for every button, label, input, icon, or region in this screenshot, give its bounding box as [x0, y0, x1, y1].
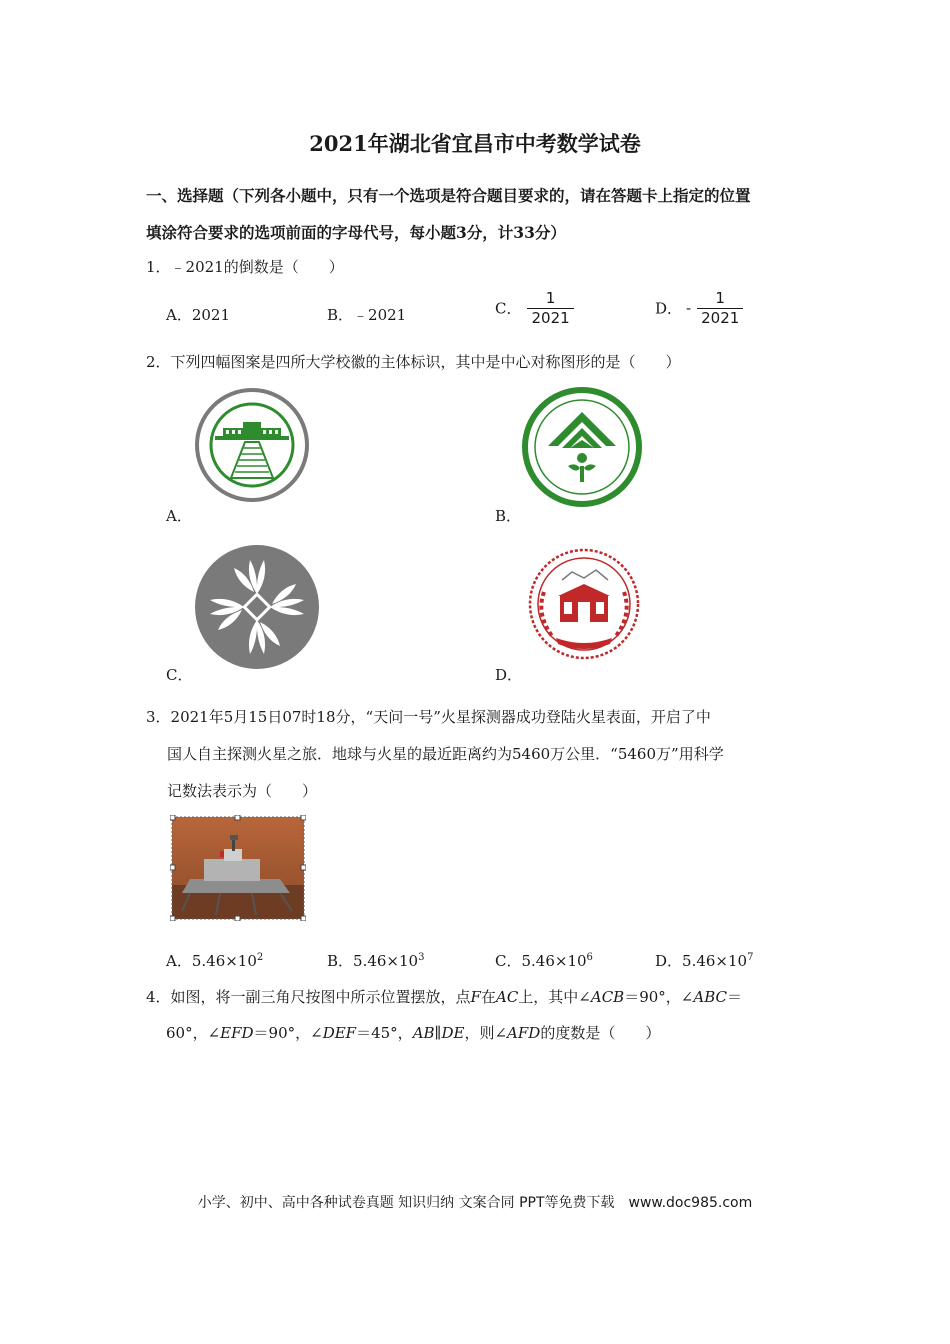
- q4-text: ∥: [434, 1024, 442, 1042]
- q1-option-d: [655, 290, 743, 326]
- q4-text: 60°，∠: [166, 1024, 221, 1042]
- question-3-line2: 国人自主探测火星之旅．地球与火星的最近距离约为5460万公里．“5460万”用科学: [167, 745, 724, 763]
- q4-text: 4．如图，将一副三角尺按图中所示位置摆放，点: [146, 988, 471, 1006]
- question-4-line1: [146, 986, 742, 1007]
- q4-text: ＝90°，∠: [624, 988, 694, 1006]
- question-4-line2: [166, 1022, 660, 1043]
- question-3-line3: 记数法表示为（ ）: [167, 782, 318, 800]
- q3-option-b: [327, 950, 424, 971]
- q3-option-d-base: D．5.46×10: [655, 952, 748, 970]
- q4-text: ＝45°，: [356, 1024, 413, 1042]
- q4-var: ABC: [693, 988, 727, 1006]
- q3-option-c-exponent: 6: [586, 952, 593, 963]
- q3-option-c: [495, 950, 593, 971]
- q2-option-a: A．: [166, 507, 192, 525]
- q1-option-d-label: D．: [655, 299, 683, 318]
- question-3-line1: 3．2021年5月15日07时18分，“天问一号”火星探测器成功登陆火星表面，开启了中: [146, 708, 711, 726]
- q1-option-a: A．2021: [166, 306, 231, 324]
- emblem-d-image: [522, 544, 646, 668]
- emblem-c-image: [194, 544, 320, 670]
- q1-option-c-label: C．: [495, 299, 522, 318]
- q4-text: 的度数是（ ）: [540, 1024, 661, 1042]
- q4-text: ＝: [727, 988, 743, 1006]
- q3-option-d: [655, 950, 753, 971]
- q1-option-c: [495, 290, 574, 326]
- section-heading-line1: 一、选择题（下列各小题中，只有一个选项是符合题目要求的，请在答题卡上指定的位置: [146, 186, 751, 205]
- q1-option-b: B．﹣2021: [327, 306, 407, 324]
- page-title: 2021年湖北省宜昌市中考数学试卷: [309, 131, 641, 156]
- q3-option-a: [166, 950, 263, 971]
- mars-rover-photo: [170, 815, 306, 921]
- q1-option-c-numerator: 1: [527, 290, 573, 309]
- footer-ad: 小学、初中、高中各种试卷真题 知识归纳 文案合同 PPT等免费下载 www.doc985.com: [197, 1195, 753, 1211]
- q3-option-a-exponent: 2: [256, 952, 264, 963]
- q4-var: EFD: [220, 1024, 254, 1042]
- q1-option-d-fraction: [697, 290, 743, 326]
- emblem-b-image: [520, 386, 644, 508]
- q1-option-d-denominator: 2021: [701, 308, 740, 327]
- q4-text: 上，其中∠: [518, 988, 591, 1006]
- q4-var: AC: [495, 988, 519, 1006]
- q3-option-d-exponent: 7: [747, 952, 754, 963]
- emblem-a-image: [193, 386, 311, 504]
- q3-option-b-base: B．5.46×10: [327, 952, 419, 970]
- q4-var: ACB: [590, 988, 625, 1006]
- q4-var: DEF: [322, 1024, 357, 1042]
- section-heading-line2: 填涂符合要求的选项前面的字母代号，每小题3分，计33分）: [146, 223, 566, 242]
- q4-var: AB: [412, 1024, 435, 1042]
- q2-option-b: B．: [495, 507, 522, 525]
- q2-option-d: D．: [495, 666, 523, 684]
- q4-text: 在: [480, 988, 496, 1006]
- q1-option-c-fraction: [527, 290, 573, 326]
- q4-text: ＝90°，∠: [253, 1024, 323, 1042]
- q3-option-c-base: C．5.46×10: [495, 952, 587, 970]
- q4-var: DE: [441, 1024, 465, 1042]
- q3-option-b-exponent: 3: [418, 952, 425, 963]
- q1-option-d-numerator: 1: [697, 290, 743, 309]
- q3-option-a-base: A．5.46×10: [166, 952, 257, 970]
- q1-option-c-denominator: 2021: [531, 308, 570, 327]
- question-2-stem: 2．下列四幅图案是四所大学校徽的主体标识，其中是中心对称图形的是（ ）: [146, 353, 681, 371]
- q2-option-c: C．: [166, 666, 193, 684]
- q4-var: AFD: [507, 1024, 541, 1042]
- q4-text: ，则∠: [464, 1024, 508, 1042]
- q1-option-d-sign: -: [686, 299, 692, 317]
- question-1-stem: 1．﹣2021的倒数是（ ）: [146, 258, 344, 276]
- q4-var: F: [470, 988, 481, 1006]
